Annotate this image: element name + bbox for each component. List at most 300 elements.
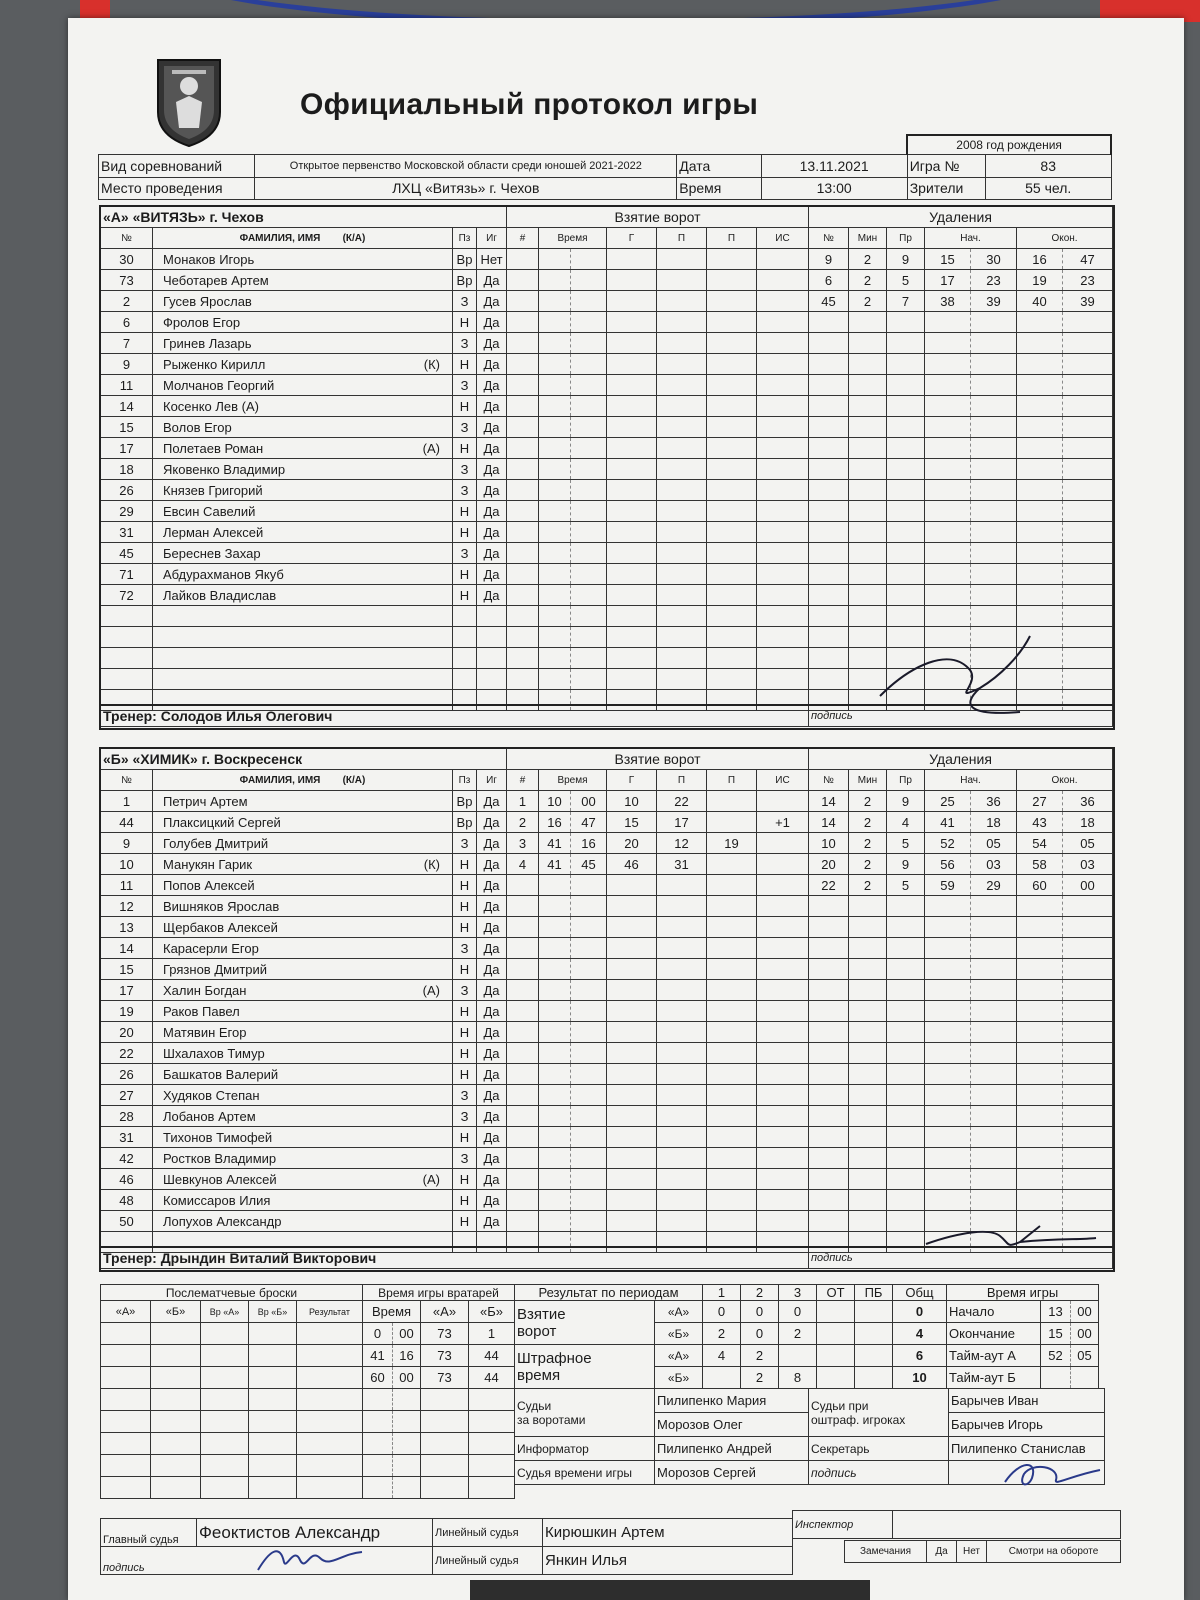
penalty-cell bbox=[971, 1127, 1017, 1148]
gk-cell: 1 bbox=[469, 1323, 515, 1345]
penalty-cell bbox=[971, 501, 1017, 522]
player-position: Вр bbox=[453, 812, 477, 833]
gk-cell: 44 bbox=[469, 1367, 515, 1389]
penalty-cell bbox=[925, 1085, 971, 1106]
coach-name: Тренер: Солодов Илья Олегович bbox=[101, 705, 809, 727]
penalty-cell bbox=[1063, 354, 1113, 375]
period-cell bbox=[817, 1367, 855, 1389]
goal-cell bbox=[707, 1043, 757, 1064]
pen-judges-label: Судьи при оштраф. игроках bbox=[809, 1389, 949, 1437]
goal-cell bbox=[757, 354, 809, 375]
penalty-cell bbox=[849, 417, 887, 438]
goal-cell bbox=[657, 564, 707, 585]
remarks-yes[interactable]: Да bbox=[927, 1541, 957, 1563]
penalty-cell: 38 bbox=[925, 291, 971, 312]
penalty-row bbox=[809, 417, 1113, 438]
col-num: № bbox=[101, 770, 153, 791]
player-name: Матявин Егор bbox=[153, 1022, 453, 1043]
game-time-m: 00 bbox=[1071, 1301, 1099, 1323]
penalty-cell bbox=[887, 354, 925, 375]
goal-row bbox=[507, 375, 809, 396]
player-played: Да bbox=[477, 270, 507, 291]
penalty-cell bbox=[887, 396, 925, 417]
penalty-row bbox=[809, 333, 1113, 354]
period-col: 3 bbox=[779, 1285, 817, 1301]
secretary-sign-label: подпись bbox=[809, 1461, 949, 1485]
player-number: 71 bbox=[101, 564, 153, 585]
penalty-cell bbox=[1063, 564, 1113, 585]
secretary-label: Секретарь bbox=[809, 1437, 949, 1461]
goal-row bbox=[507, 980, 809, 1001]
gk-row bbox=[363, 1433, 515, 1455]
goal-cell bbox=[539, 438, 571, 459]
goal-cell bbox=[657, 1106, 707, 1127]
goal-cell bbox=[657, 980, 707, 1001]
player-played: Да bbox=[477, 375, 507, 396]
penalty-row bbox=[809, 249, 1113, 270]
penalty-cell: 54 bbox=[1017, 833, 1063, 854]
player-played bbox=[477, 648, 507, 669]
player-position: З bbox=[453, 459, 477, 480]
goal-cell bbox=[757, 480, 809, 501]
goal-cell bbox=[657, 291, 707, 312]
player-position: Н bbox=[453, 1211, 477, 1232]
goal-cell bbox=[707, 1106, 757, 1127]
penalty-cell bbox=[971, 1043, 1017, 1064]
player-name: Шхалахов Тимур bbox=[153, 1043, 453, 1064]
game-time-h: 13 bbox=[1041, 1301, 1071, 1323]
goal-cell bbox=[707, 875, 757, 896]
goal-cell bbox=[757, 627, 809, 648]
goal-row bbox=[507, 627, 809, 648]
player-name: Лайков Владислав bbox=[153, 585, 453, 606]
goal-cell bbox=[539, 312, 571, 333]
player-row bbox=[101, 312, 507, 333]
inspector-table bbox=[792, 1510, 1121, 1539]
penalty-cell bbox=[887, 938, 925, 959]
player-number: 15 bbox=[101, 959, 153, 980]
goal-cell bbox=[757, 938, 809, 959]
penalty-cell: 9 bbox=[887, 854, 925, 875]
player-position: З bbox=[453, 291, 477, 312]
goal-cell bbox=[539, 564, 571, 585]
player-row bbox=[101, 1043, 507, 1064]
penalty-cell: 22 bbox=[809, 875, 849, 896]
player-name: Раков Павел bbox=[153, 1001, 453, 1022]
period-team: «А» bbox=[655, 1345, 703, 1367]
goal-cell bbox=[571, 1211, 607, 1232]
gk-row bbox=[363, 1345, 515, 1367]
period-cell: 0 bbox=[741, 1323, 779, 1345]
goal-cell bbox=[507, 980, 539, 1001]
penalty-cell bbox=[849, 1211, 887, 1232]
venue-label: Место проведения bbox=[99, 177, 255, 199]
goal-cell bbox=[507, 501, 539, 522]
coach-sign-label: подпись bbox=[809, 705, 1113, 727]
goal-cell bbox=[507, 564, 539, 585]
so-row bbox=[101, 1389, 363, 1411]
chief-label: Главный судья bbox=[101, 1519, 197, 1547]
penalty-cell bbox=[887, 1022, 925, 1043]
page-title: Официальный протокол игры bbox=[300, 88, 759, 121]
referees-table bbox=[100, 1518, 793, 1575]
penalty-cell bbox=[1017, 896, 1063, 917]
penalty-cell bbox=[1063, 980, 1113, 1001]
penalty-row bbox=[809, 833, 1113, 854]
game-time-row bbox=[947, 1367, 1099, 1389]
goal-cell bbox=[757, 959, 809, 980]
goal-cell bbox=[657, 959, 707, 980]
goal-row bbox=[507, 833, 809, 854]
player-position: Н bbox=[453, 875, 477, 896]
goal-col-time: Время bbox=[539, 770, 607, 791]
period-cell: 4 bbox=[893, 1323, 947, 1345]
goal-cell bbox=[571, 543, 607, 564]
goal-cell bbox=[707, 959, 757, 980]
line-referee-2: Янкин Илья bbox=[543, 1547, 793, 1575]
goal-cell bbox=[571, 396, 607, 417]
penalty-cell: 30 bbox=[971, 249, 1017, 270]
player-role: (К) bbox=[423, 356, 440, 372]
goal-cell bbox=[657, 917, 707, 938]
goal-cell bbox=[571, 522, 607, 543]
penalty-row bbox=[809, 354, 1113, 375]
penalty-cell bbox=[971, 417, 1017, 438]
goal-cell bbox=[757, 1127, 809, 1148]
goal-cell bbox=[571, 1022, 607, 1043]
penalty-cell: 9 bbox=[809, 249, 849, 270]
penalty-cell bbox=[849, 522, 887, 543]
player-position bbox=[453, 606, 477, 627]
player-played: Да bbox=[477, 480, 507, 501]
player-played: Да bbox=[477, 1064, 507, 1085]
player-row bbox=[101, 1106, 507, 1127]
penalty-cell bbox=[1017, 1085, 1063, 1106]
penalty-cell: 05 bbox=[1063, 833, 1113, 854]
penalty-cell bbox=[849, 480, 887, 501]
penalty-cell bbox=[849, 312, 887, 333]
header-info-table bbox=[98, 134, 1112, 200]
player-name: Грязнов Дмитрий bbox=[153, 959, 453, 980]
penalty-cell bbox=[925, 354, 971, 375]
period-col: ОТ bbox=[817, 1285, 855, 1301]
remarks-no[interactable]: Нет bbox=[957, 1541, 987, 1563]
penalty-cell bbox=[1017, 980, 1063, 1001]
penalty-cell bbox=[1017, 543, 1063, 564]
goal-cell bbox=[757, 875, 809, 896]
penalty-cell bbox=[971, 980, 1017, 1001]
gk-cell: 00 bbox=[393, 1367, 421, 1389]
penalty-cell bbox=[809, 1211, 849, 1232]
pen-col-num: № bbox=[809, 770, 849, 791]
penalty-cell bbox=[809, 333, 849, 354]
goal-row bbox=[507, 354, 809, 375]
secretary: Пилипенко Станислав bbox=[949, 1437, 1105, 1461]
penalty-cell bbox=[887, 1043, 925, 1064]
player-played: Да bbox=[477, 1169, 507, 1190]
goal-row bbox=[507, 438, 809, 459]
competition-label: Вид соревнований bbox=[99, 154, 255, 177]
goal-cell bbox=[539, 291, 571, 312]
player-row bbox=[101, 543, 507, 564]
goal-cell bbox=[507, 375, 539, 396]
penalty-cell bbox=[1063, 896, 1113, 917]
goal-cell bbox=[757, 522, 809, 543]
player-row bbox=[101, 791, 507, 812]
goal-cell bbox=[757, 1190, 809, 1211]
goal-cell bbox=[571, 333, 607, 354]
penalty-cell: 14 bbox=[809, 791, 849, 812]
goal-cell bbox=[507, 270, 539, 291]
gk-cell bbox=[469, 1411, 515, 1433]
clipboard-clip bbox=[470, 1580, 870, 1600]
goal-cell bbox=[757, 396, 809, 417]
so-row bbox=[101, 1345, 363, 1367]
penalty-cell bbox=[1063, 606, 1113, 627]
penalty-cell: 2 bbox=[849, 291, 887, 312]
penalty-cell bbox=[1017, 585, 1063, 606]
penalty-cell bbox=[849, 354, 887, 375]
penalty-cell bbox=[971, 543, 1017, 564]
pen-col-start: Нач. bbox=[925, 228, 1017, 249]
pen-col-start: Нач. bbox=[925, 770, 1017, 791]
goal-row bbox=[507, 1064, 809, 1085]
goal-cell bbox=[757, 1148, 809, 1169]
player-row bbox=[101, 564, 507, 585]
goal-cell bbox=[539, 522, 571, 543]
goal-cell bbox=[607, 375, 657, 396]
line-label-2: Линейный судья bbox=[433, 1547, 543, 1575]
penalty-cell: 5 bbox=[887, 875, 925, 896]
goal-cell bbox=[571, 917, 607, 938]
goal-row bbox=[507, 1106, 809, 1127]
player-number: 9 bbox=[101, 354, 153, 375]
penalty-row bbox=[809, 438, 1113, 459]
player-played: Да bbox=[477, 812, 507, 833]
so-col: Вр «Б» bbox=[249, 1301, 297, 1323]
penalty-cell bbox=[1017, 938, 1063, 959]
player-name: Голубев Дмитрий bbox=[153, 833, 453, 854]
penalty-cell: 03 bbox=[971, 854, 1017, 875]
goal-cell bbox=[607, 459, 657, 480]
goal-cell bbox=[571, 627, 607, 648]
goal-cell bbox=[571, 669, 607, 690]
penalty-cell: 2 bbox=[849, 270, 887, 291]
player-number: 18 bbox=[101, 459, 153, 480]
game-time-label: Тайм-аут А bbox=[947, 1345, 1041, 1367]
period-label: Взятие ворот bbox=[515, 1301, 655, 1345]
goal-cell bbox=[707, 1211, 757, 1232]
penalty-cell: 2 bbox=[849, 249, 887, 270]
player-position: З bbox=[453, 543, 477, 564]
col-name: ФАМИЛИЯ, ИМЯ (К/А) bbox=[153, 770, 453, 791]
goal-cell bbox=[657, 627, 707, 648]
goal-cell bbox=[707, 1085, 757, 1106]
goal-cell bbox=[757, 585, 809, 606]
goal-cell bbox=[507, 606, 539, 627]
player-played: Да bbox=[477, 1022, 507, 1043]
penalty-cell bbox=[925, 917, 971, 938]
goal-row bbox=[507, 606, 809, 627]
period-cell: 0 bbox=[741, 1301, 779, 1323]
penalty-cell bbox=[849, 1001, 887, 1022]
penalty-cell bbox=[925, 312, 971, 333]
penalty-cell bbox=[925, 522, 971, 543]
pen-judge-2: Барычев Игорь bbox=[949, 1413, 1105, 1437]
goal-cell bbox=[539, 606, 571, 627]
penalty-row bbox=[809, 543, 1113, 564]
period-cell bbox=[703, 1367, 741, 1389]
penalty-cell bbox=[849, 1043, 887, 1064]
goal-cell bbox=[757, 1001, 809, 1022]
player-name: Шевкунов Алексей (А) bbox=[153, 1169, 453, 1190]
player-number: 20 bbox=[101, 1022, 153, 1043]
period-col: Общ bbox=[893, 1285, 947, 1301]
player-position: З bbox=[453, 938, 477, 959]
goal-cell bbox=[657, 249, 707, 270]
player-number bbox=[101, 606, 153, 627]
penalty-cell bbox=[1063, 1106, 1113, 1127]
goal-cell bbox=[571, 417, 607, 438]
goal-cell bbox=[707, 543, 757, 564]
goal-cell bbox=[571, 959, 607, 980]
penalty-cell bbox=[925, 1001, 971, 1022]
shootout-title: Послематчевые броски bbox=[101, 1285, 363, 1301]
player-number: 13 bbox=[101, 917, 153, 938]
penalty-cell bbox=[809, 627, 849, 648]
goal-row bbox=[507, 1001, 809, 1022]
goal-row bbox=[507, 959, 809, 980]
goal-cell bbox=[757, 669, 809, 690]
goal-cell bbox=[757, 1211, 809, 1232]
goal-cell bbox=[607, 333, 657, 354]
penalty-cell bbox=[1017, 417, 1063, 438]
penalty-cell bbox=[1063, 627, 1113, 648]
penalty-cell bbox=[1063, 1148, 1113, 1169]
goal-cell bbox=[757, 1085, 809, 1106]
period-cell: 2 bbox=[741, 1367, 779, 1389]
penalty-cell bbox=[1017, 375, 1063, 396]
goal-cell bbox=[539, 1022, 571, 1043]
penalty-cell bbox=[809, 417, 849, 438]
player-name: Рыженко Кирилл (К) bbox=[153, 354, 453, 375]
penalty-cell bbox=[925, 606, 971, 627]
player-role: (А) bbox=[422, 982, 440, 998]
player-name: Фролов Егор bbox=[153, 312, 453, 333]
player-position: Н bbox=[453, 959, 477, 980]
goal-row bbox=[507, 896, 809, 917]
penalty-cell bbox=[1063, 959, 1113, 980]
penalty-cell: 39 bbox=[971, 291, 1017, 312]
goal-cell bbox=[507, 459, 539, 480]
gk-cell bbox=[393, 1433, 421, 1455]
goal-cell bbox=[757, 1022, 809, 1043]
goal-col-h4: П bbox=[707, 228, 757, 249]
goals-title: Взятие ворот bbox=[507, 749, 809, 770]
penalty-row bbox=[809, 938, 1113, 959]
goal-cell bbox=[707, 480, 757, 501]
player-number bbox=[101, 669, 153, 690]
player-position: Н bbox=[453, 396, 477, 417]
goal-cell bbox=[507, 543, 539, 564]
goal-cell bbox=[707, 1022, 757, 1043]
penalty-cell bbox=[925, 480, 971, 501]
penalty-row bbox=[809, 1064, 1113, 1085]
col-played: Иг bbox=[477, 228, 507, 249]
penalty-cell: 36 bbox=[971, 791, 1017, 812]
player-row bbox=[101, 459, 507, 480]
penalty-cell: 23 bbox=[971, 270, 1017, 291]
goal-row bbox=[507, 333, 809, 354]
gk-cell: 60 bbox=[363, 1367, 393, 1389]
penalty-cell bbox=[925, 959, 971, 980]
period-team: «А» bbox=[655, 1301, 703, 1323]
goal-cell bbox=[539, 959, 571, 980]
player-row bbox=[101, 417, 507, 438]
penalty-cell bbox=[809, 480, 849, 501]
player-row bbox=[101, 291, 507, 312]
gk-cell: 16 bbox=[393, 1345, 421, 1367]
penalty-cell bbox=[925, 438, 971, 459]
team-a-block bbox=[100, 206, 1112, 728]
player-position: Н bbox=[453, 1127, 477, 1148]
goal-cell bbox=[657, 333, 707, 354]
gk-row bbox=[363, 1411, 515, 1433]
gk-row bbox=[363, 1455, 515, 1477]
pen-col-num: № bbox=[809, 228, 849, 249]
goal-cell: 4 bbox=[507, 854, 539, 875]
goal-cell bbox=[607, 606, 657, 627]
goal-cell bbox=[707, 459, 757, 480]
col-name: ФАМИЛИЯ, ИМЯ (К/А) bbox=[153, 228, 453, 249]
goal-cell bbox=[607, 1106, 657, 1127]
player-played: Да bbox=[477, 1127, 507, 1148]
goal-cell: 20 bbox=[607, 833, 657, 854]
player-name: Лерман Алексей bbox=[153, 522, 453, 543]
player-number: 27 bbox=[101, 1085, 153, 1106]
goal-cell bbox=[571, 1169, 607, 1190]
penalty-cell: 5 bbox=[887, 270, 925, 291]
player-played: Да bbox=[477, 938, 507, 959]
chief-signature bbox=[250, 1540, 370, 1576]
player-played: Да bbox=[477, 917, 507, 938]
goal-cell bbox=[757, 501, 809, 522]
player-row bbox=[101, 669, 507, 690]
goal-row bbox=[507, 291, 809, 312]
goal-cell bbox=[707, 791, 757, 812]
so-col: Вр «А» bbox=[201, 1301, 249, 1323]
goal-cell bbox=[657, 1190, 707, 1211]
goal-cell bbox=[507, 896, 539, 917]
period-team: «Б» bbox=[655, 1323, 703, 1345]
goal-cell bbox=[539, 459, 571, 480]
penalty-cell bbox=[971, 438, 1017, 459]
player-row bbox=[101, 333, 507, 354]
goal-judges-label: Судьи за воротами bbox=[515, 1389, 655, 1437]
player-number: 45 bbox=[101, 543, 153, 564]
goal-cell bbox=[607, 1022, 657, 1043]
penalty-cell bbox=[925, 1106, 971, 1127]
penalty-cell bbox=[971, 959, 1017, 980]
goal-cell bbox=[507, 1085, 539, 1106]
gk-cell bbox=[393, 1455, 421, 1477]
penalty-cell bbox=[849, 375, 887, 396]
penalty-row bbox=[809, 791, 1113, 812]
penalty-row bbox=[809, 959, 1113, 980]
penalty-cell bbox=[1063, 1043, 1113, 1064]
player-position bbox=[453, 669, 477, 690]
goal-cell bbox=[707, 896, 757, 917]
